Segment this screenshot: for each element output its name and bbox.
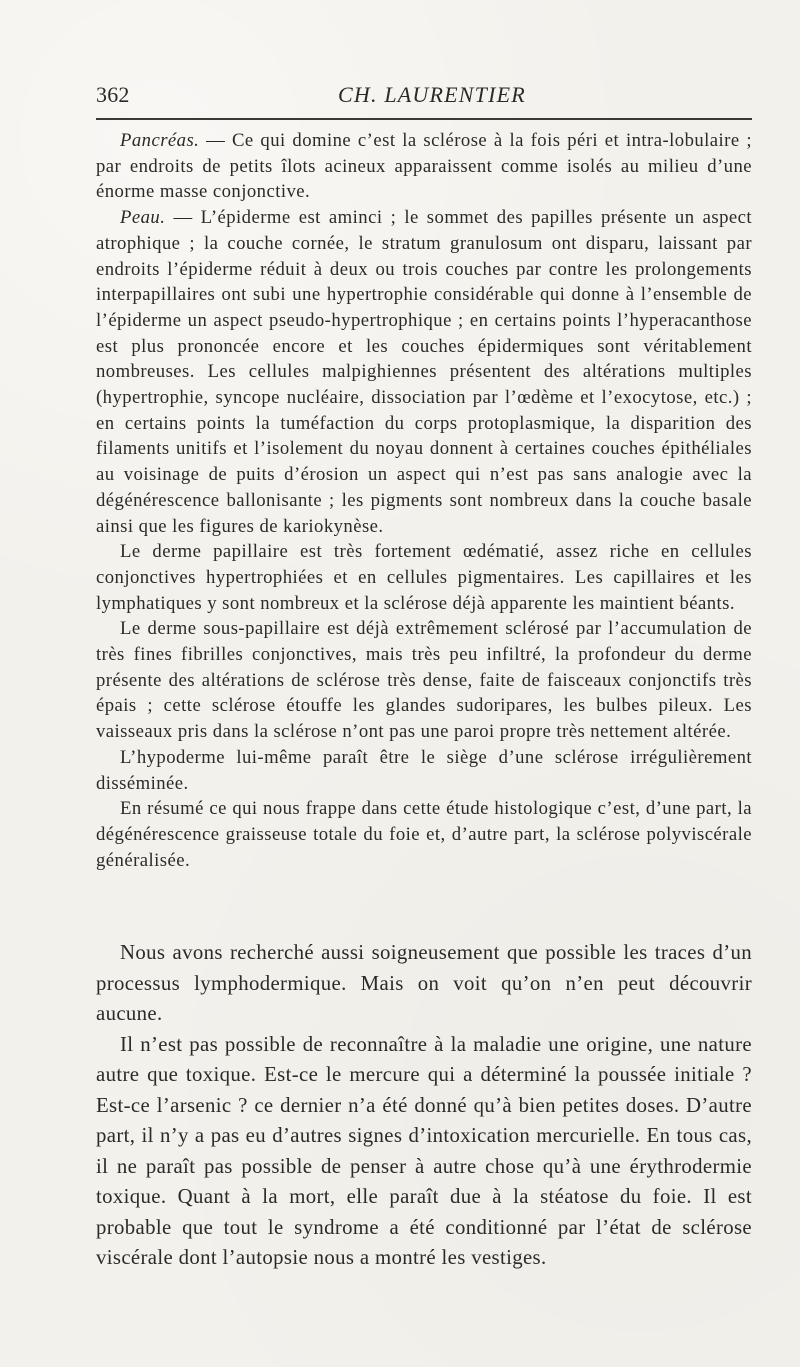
page-number: 362 — [96, 82, 130, 107]
paragraph-lymphodermique: Nous avons recherché aussi soigneusement que possible les traces d’un processus lymphodermique. Mais on voit qu’on n’en peut découvrir aucune. — [96, 941, 752, 1025]
paragraph-text: — Ce qui domine c’est la sclérose à la fois péri et intra-lobulaire ; par endroits de petits îlots acineux apparaissent comme isolés au milieu d’une énorme masse conjonctive. — [96, 130, 753, 203]
section-title-pancreas: Pancréas. — [120, 130, 200, 151]
paragraph-pancreas — [96, 128, 752, 205]
paragraph-resume: En résumé ce qui nous frappe dans cette étude histologique c’est, d’une part, la dégénérescence graisseuse totale du foie et, d’autre part, la sclérose polyviscérale généralisée. — [96, 798, 752, 871]
paragraph-origine-toxique: Il n’est pas possible de reconnaître à la maladie une origine, une nature autre que toxique. Est-ce le mercure qui a déterminé la poussée initiale ? Est-ce l’arsenic ? ce dernier n’a été donné qu’à bien petites doses. D’autre part, il n’y a pas eu d’autres signes d’intoxication mercurielle. En tous cas, il ne paraît pas possible de penser à autre chose qu’à une érythrodermie toxique. Quant à la mort, elle paraît due à la stéatose du foie. Il est probable que tout le syndrome a été conditionné par l’état de sclérose viscérale dont l’autopsie nous a montré les vestiges. — [96, 1032, 752, 1269]
discussion-text — [96, 938, 752, 1274]
paragraph-derme-sous-papillaire: Le derme sous-papillaire est déjà extrêmement sclérosé par l’accumulation de très fines fibrilles conjonctives, mais très peu infiltré, la profondeur du derme présente des altérations de sclérose très dense, faite de faisceaux conjonctifs très épais ; cette sclérose étouffe les glandes sudoripares, les bulbes pileux. Les vaisseaux pris dans la sclérose n’ont pas une paroi propre très nettement altérée. — [96, 618, 752, 743]
running-head: CH. LAURENTIER — [338, 82, 526, 107]
page-header — [96, 82, 752, 108]
paragraph-derme-papillaire: Le derme papillaire est très fortement œdématié, assez riche en cellules conjonctives hypertrophiées et en cellules pigmentaires. Les capillaires et les lymphatiques y sont nombreux et la sclérose déjà apparente les maintient béants. — [96, 541, 752, 614]
paragraph-peau — [96, 205, 752, 539]
header-rule — [96, 118, 752, 120]
paragraph-text: — L’épiderme est aminci ; le sommet des papilles présente un aspect atrophique ; la couche cornée, le stratum granulosum ont disparu, laissant par endroits l’épiderme réduit à deux ou trois couches par contre les prolongements interpapillaires ont subi une hypertrophie considérable qui donne à l’ensemble de l’épiderme un aspect pseudo-hypertrophique ; en certains points l’hyperacanthose est plus prononcée encore et les couches épidermiques sont véritablement nombreuses. Les cellules malpighiennes présentent des altérations multiples (hypertrophie, syncope nucléaire, dissociation par l’œdème et l’exocytose, etc.) ; en certains points la tuméfaction du corps protoplasmique, la disparition des filaments unitifs et l’isolement du noyau donnent à certaines couches épithéliales au voisinage de puits d’érosion un aspect qui n’est pas sans analogie avec la dégénérescence ballonisante ; les pigments sont nombreux dans la couche basale ainsi que les figures de kariokynèse. — [96, 207, 753, 537]
section-title-peau: Peau. — [120, 207, 166, 229]
paragraph-hypoderme: L’hypoderme lui-même paraît être le siège d’une sclérose irrégulièrement disséminée. — [96, 746, 752, 794]
histology-notes — [96, 128, 752, 873]
